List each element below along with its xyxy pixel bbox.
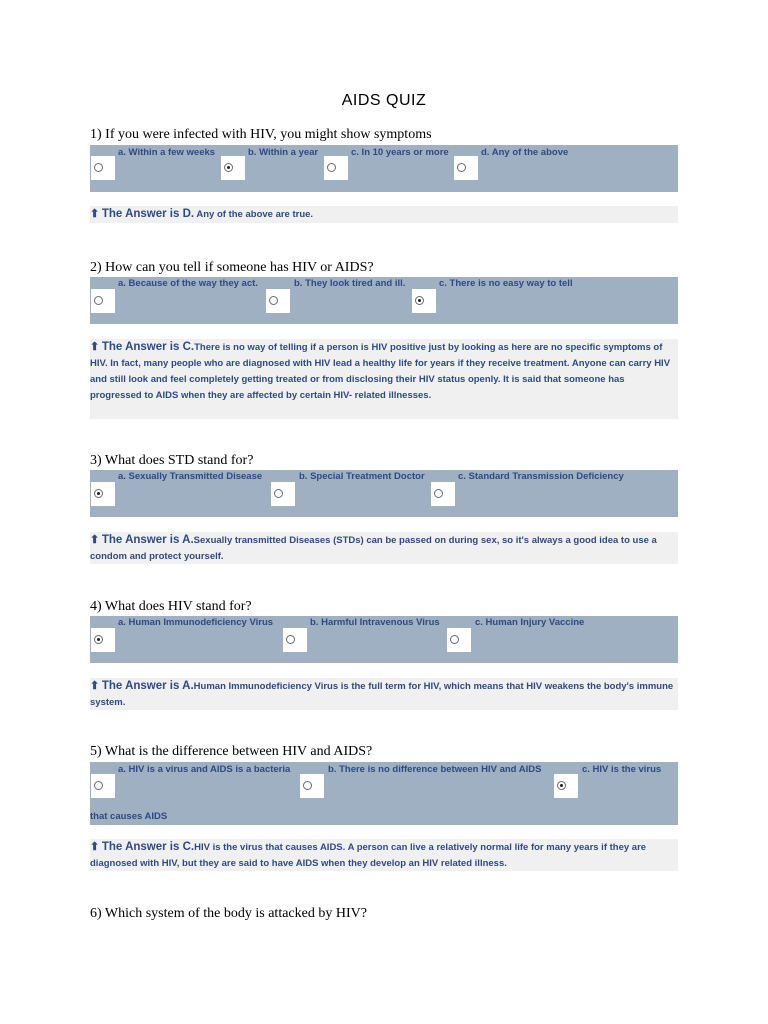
question-4: 4) What does HIV stand for? [90, 599, 252, 614]
q2-answer-body: There is no way of telling if a person is HIV positive just by looking as here are no specific symptoms of HIV. In fact, many people who are diagnosed with HIV lead a healthy life for years if they receive treatment. Anyone can carry HIV and still look and feel completely getting treated or from disclosing their HIV status openly. It is said that someone has progressed to AIDS when they are affected by certain HIV- related illnesses. [90, 342, 671, 401]
q1-option-a-label: a. Within a few weeks [118, 147, 216, 158]
q4-option-a-label: a. Human Immunodeficiency Virus [118, 617, 274, 628]
question-2: 2) How can you tell if someone has HIV or AIDS? [90, 260, 374, 275]
q1-answer-lead: The Answer is D. [101, 208, 195, 220]
q2-option-a-label: a. Because of the way they act. [118, 278, 258, 289]
q5-option-c-radio[interactable] [557, 781, 566, 790]
up-arrow-icon: ⬆ [90, 341, 100, 353]
up-arrow-icon: ⬆ [90, 841, 100, 853]
q1-option-b-label: b. Within a year [248, 147, 319, 158]
q3-option-c-label: c. Standard Transmission Deficiency [458, 471, 624, 482]
q3-option-a-label: a. Sexually Transmitted Disease [118, 471, 263, 482]
q1-option-b-radio[interactable] [224, 163, 233, 172]
q3-option-c-radio-box [431, 482, 455, 506]
q4-answer-lead: The Answer is A. [101, 680, 194, 692]
question-1: 1) If you were infected with HIV, you might show symptoms [90, 127, 432, 142]
q3-option-a-radio[interactable] [94, 489, 103, 498]
q2-option-a-radio[interactable] [94, 296, 103, 305]
q1-option-c-radio[interactable] [327, 163, 336, 172]
q1-option-a-radio[interactable] [94, 163, 103, 172]
q2-option-c-radio[interactable] [415, 296, 424, 305]
question-3: 3) What does STD stand for? [90, 453, 254, 468]
q4-option-a-radio-box [91, 628, 115, 652]
q3-answer-body: Sexually transmitted Diseases (STDs) can be passed on during sex, so it's always a good idea to use a condom and protect yourself. [90, 535, 657, 562]
q4-options [90, 616, 678, 663]
q2-option-a-radio-box [91, 289, 115, 313]
question-5: 5) What is the difference between HIV and AIDS? [90, 744, 373, 759]
q4-option-c-radio[interactable] [450, 635, 459, 644]
q5-option-b-radio-box [300, 774, 324, 798]
up-arrow-icon: ⬆ [90, 208, 100, 220]
question-6: 6) Which system of the body is attacked by HIV? [90, 906, 367, 921]
q1-options [90, 145, 678, 192]
q5-option-a-radio-box [91, 774, 115, 798]
q4-option-a-radio[interactable] [94, 635, 103, 644]
q1-answer [90, 206, 678, 223]
q4-option-c-label: c. Human Injury Vaccine [475, 617, 585, 628]
q5-options [90, 762, 678, 825]
page-title: AIDS QUIZ [341, 92, 427, 109]
q3-option-b-label: b. Special Treatment Doctor [299, 471, 425, 482]
q5-option-a-radio[interactable] [94, 781, 103, 790]
q5-option-a-label: a. HIV is a virus and AIDS is a bacteria [118, 764, 291, 775]
q2-option-b-label: b. They look tired and ill. [294, 278, 406, 289]
q3-option-c-radio[interactable] [434, 489, 443, 498]
q1-option-c-radio-box [324, 156, 348, 180]
q1-option-d-label: d. Any of the above [481, 147, 569, 158]
q5-option-c-radio-box [554, 774, 578, 798]
q4-option-b-radio-box [283, 628, 307, 652]
q1-option-a-radio-box [91, 156, 115, 180]
q1-option-d-radio[interactable] [457, 163, 466, 172]
q1-option-b-radio-box [221, 156, 245, 180]
q5-answer-lead: The Answer is C. [101, 841, 195, 853]
q5-option-b-label: b. There is no difference between HIV and AIDS [328, 764, 542, 775]
q3-option-b-radio[interactable] [274, 489, 283, 498]
q5-answer [90, 839, 678, 871]
q3-option-b-radio-box [271, 482, 295, 506]
q2-option-b-radio-box [266, 289, 290, 313]
q2-options [90, 277, 678, 324]
q1-option-c-label: c. In 10 years or more [351, 147, 449, 158]
q3-answer-lead: The Answer is A. [101, 534, 194, 546]
q3-options [90, 470, 678, 517]
q1-answer-body: Any of the above are true. [194, 209, 314, 220]
q5-answer-body: HIV is the virus that causes AIDS. A person can live a relatively normal life for many years if they are diagnosed with HIV, but they are said to have AIDS when they develop an HIV related illness. [90, 842, 647, 869]
q2-answer [90, 339, 678, 419]
q5-option-c-label-continued: that causes AIDS [90, 811, 168, 822]
up-arrow-icon: ⬆ [90, 680, 100, 692]
q5-option-c-label: c. HIV is the virus [582, 764, 662, 775]
up-arrow-icon: ⬆ [90, 534, 100, 546]
q4-option-b-radio[interactable] [286, 635, 295, 644]
q2-option-c-radio-box [412, 289, 436, 313]
q2-option-b-radio[interactable] [269, 296, 278, 305]
q4-answer-body: Human Immunodeficiency Virus is the full term for HIV, which means that HIV weakens the body's immune system. [90, 681, 674, 708]
q4-answer [90, 678, 678, 710]
q4-option-b-label: b. Harmful Intravenous Virus [310, 617, 440, 628]
q1-option-d-radio-box [454, 156, 478, 180]
q5-option-b-radio[interactable] [303, 781, 312, 790]
q3-answer [90, 532, 678, 564]
q4-option-c-radio-box [447, 628, 471, 652]
q2-option-c-label: c. There is no easy way to tell [439, 278, 573, 289]
q2-answer-lead: The Answer is C. [101, 341, 195, 353]
q3-option-a-radio-box [91, 482, 115, 506]
